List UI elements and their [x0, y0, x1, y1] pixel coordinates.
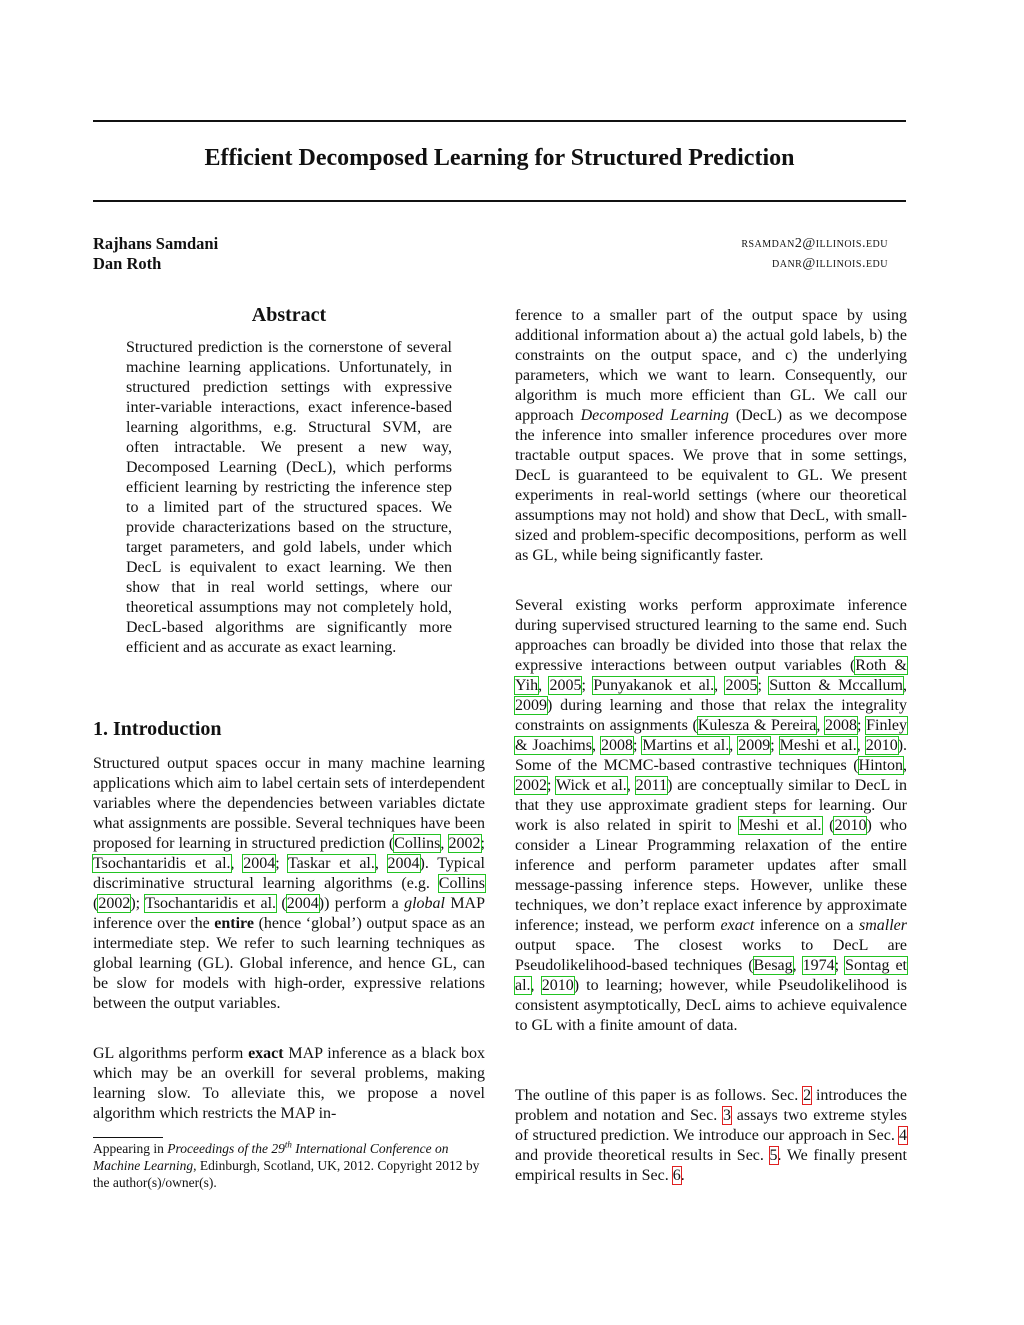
section-reference-link[interactable]: 5 — [769, 1147, 778, 1164]
section-reference-link[interactable]: 3 — [723, 1107, 731, 1124]
citation-link[interactable]: Tsochantaridis et al. — [93, 855, 231, 872]
abstract-heading: Abstract — [251, 304, 327, 326]
section-heading: 1. Introduction — [93, 718, 222, 740]
citation-link[interactable]: 1974 — [802, 957, 835, 974]
footnote: Appearing in Proceedings of the 29th International Conference on Machine Learning, Edinburgh, Scotland, UK, 2012. Copyright 2012 by the author(s)/owner(s). — [93, 1139, 480, 1190]
top-rule — [93, 120, 906, 122]
citation-link[interactable]: Besag — [753, 957, 793, 974]
intro-paragraph: Structured output spaces occur in many machine learning applications which aim to label certain sets of interdependent variables where the dependencies between variables dictate what assignments are possible. Several techniques have been proposed for learning in structured prediction (Collins, 2002; Tsochantaridis et al., 2004; Taskar et al., 2004). Typical discriminative structural learning algorithms (e.g. Collins (2002); Tsochantaridis et al. (2004)) perform a global MAP inference over the entire (hence ‘global’) output space as an intermediate step. We refer to such learning techniques as global learning (GL). Global inference, and hence GL, can be slow for models with high-order, expressive relations between the output variables. — [93, 755, 486, 1012]
citation-link[interactable]: Martins et al. — [642, 737, 730, 754]
section-reference-link[interactable]: 6 — [672, 1167, 681, 1184]
citation-link[interactable]: Roth & Yih — [515, 657, 907, 694]
citation-link[interactable]: 2008 — [825, 717, 858, 734]
citation-link[interactable]: 2004 — [286, 895, 319, 912]
citation-link[interactable]: 2004 — [243, 855, 276, 872]
intro-paragraph: GL algorithms perform exact MAP inference as a black box which may be an overkill for several problems, making learning slow. To alleviate this, we propose a novel algorithm which restricts the MAP in- — [93, 1045, 486, 1122]
author-email[interactable]: rsamdan2@illinois.edu — [741, 236, 888, 251]
citation-link[interactable]: 2002 — [98, 895, 131, 912]
citation-link[interactable]: 2002 — [448, 835, 481, 852]
citation-link[interactable]: Meshi et al. — [739, 817, 822, 834]
citation-link[interactable]: 2010 — [865, 737, 898, 754]
citation-link[interactable]: Sutton & Mccallum — [769, 677, 903, 694]
citation-link[interactable]: 2009 — [738, 737, 771, 754]
citation-link[interactable]: 2005 — [549, 677, 582, 694]
body-paragraph: The outline of this paper is as follows. Sec. 2 introduces the problem and notation and Sec. 3 assays two extreme styles of structured prediction. We introduce our approach in Sec. 4 and provide theoretical results in Sec. 5. We finally present empirical results in Sec. 6. — [515, 1087, 907, 1184]
citation-link[interactable]: 2010 — [541, 977, 574, 994]
citation-link[interactable]: 2009 — [515, 697, 547, 714]
title-bottom-rule — [93, 200, 906, 202]
section-reference-link[interactable]: 4 — [899, 1127, 907, 1144]
citation-link[interactable]: 2002 — [515, 777, 547, 794]
paper-title: Efficient Decomposed Learning for Structured Prediction — [204, 145, 795, 171]
citation-link[interactable]: 2011 — [635, 777, 668, 794]
author-name: Rajhans Samdani — [93, 234, 219, 253]
footnote-rule — [93, 1137, 163, 1138]
author-email[interactable]: danr@illinois.edu — [772, 256, 888, 271]
citation-link[interactable]: Collins — [438, 875, 485, 892]
citation-link[interactable]: 2008 — [600, 737, 633, 754]
body-paragraph: ference to a smaller part of the output space by using additional information about a) the actual gold labels, b) the constraints on the output space, and c) the underlying parameters, which we want to learn. Consequently, our algorithm is much more efficient than GL. We call our approach Decomposed Learning (DecL) as we decompose the inference into smaller inference procedures over more tractable output spaces. We prove that in some settings, DecL is guaranteed to be equivalent to GL. We present experiments in real-world settings (where our theoretical assumptions may not hold) and show that DecL, with small-sized and problem-specific decompositions, perform as well as GL, while being significantly faster. — [515, 307, 907, 564]
citation-link[interactable]: 2010 — [834, 817, 867, 834]
citation-link[interactable]: Meshi et al. — [779, 737, 857, 754]
section-reference-link[interactable]: 2 — [803, 1087, 812, 1104]
citation-link[interactable]: Finley & Joachims — [515, 717, 908, 754]
citation-link[interactable]: Wick et al. — [556, 777, 627, 794]
citation-link[interactable]: Kulesza & Pereira — [697, 717, 817, 734]
abstract-text: Structured prediction is the cornerstone of several machine learning applications. Unfortunately, in structured prediction settings with expressive inter-variable interactions, exact inference-based learning algorithms, e.g. Structural SVM, are often intractable. We present a new way, Decomposed Learning (DecL), which performs efficient learning by restricting the inference step to a limited part of the structured spaces. We provide characterizations based on the structure, target parameters, and gold labels, under which DecL is equivalent to exact learning. We then show that in real world settings, where our theoretical assumptions may not completely hold, DecL-based algorithms are significantly more efficient and as accurate as exact learning. — [126, 339, 452, 656]
body-paragraph: Several existing works perform approximate inference during supervised structured learning to the same end. Such approaches can broadly be divided into those that relax the expressive interactions between output variables (Roth & Yih, 2005; Punyakanok et al., 2005; Sutton & Mccallum, 2009) during learning and those that relax the integrality constraints on assignments (Kulesza & Pereira, 2008; Finley & Joachims, 2008; Martins et al., 2009; Meshi et al., 2010). Some of the MCMC-based contrastive techniques (Hinton, 2002; Wick et al., 2011) are conceptually similar to DecL in that they use approximate gradient steps for learning. Our work is also related in spirit to Meshi et al. (2010) who consider a Linear Programming relaxation of the entire inference and perform parameter updates after small message-passing inference steps. However, unlike these techniques, we don’t replace exact inference by approximate inference; instead, we perform exact inference on a smaller output space. The closest works to DecL are Pseudolikelihood-based techniques (Besag, 1974; Sontag et al., 2010) to learning; however, while Pseudolikelihood is consistent asymptotically, DecL aims to achieve equivalence to GL with a finite amount of data. — [515, 597, 908, 1034]
citation-link[interactable]: Tsochantaridis et al. — [145, 895, 277, 912]
citation-link[interactable]: Hinton — [858, 757, 903, 774]
citation-link[interactable]: Punyakanok et al. — [593, 677, 715, 694]
citation-link[interactable]: 2004 — [387, 855, 420, 872]
author-name: Dan Roth — [93, 254, 162, 273]
citation-link[interactable]: Collins — [394, 835, 441, 852]
citation-link[interactable]: Sontag et al. — [515, 957, 908, 994]
citation-link[interactable]: Taskar et al. — [288, 855, 375, 872]
citation-link[interactable]: 2005 — [725, 677, 758, 694]
